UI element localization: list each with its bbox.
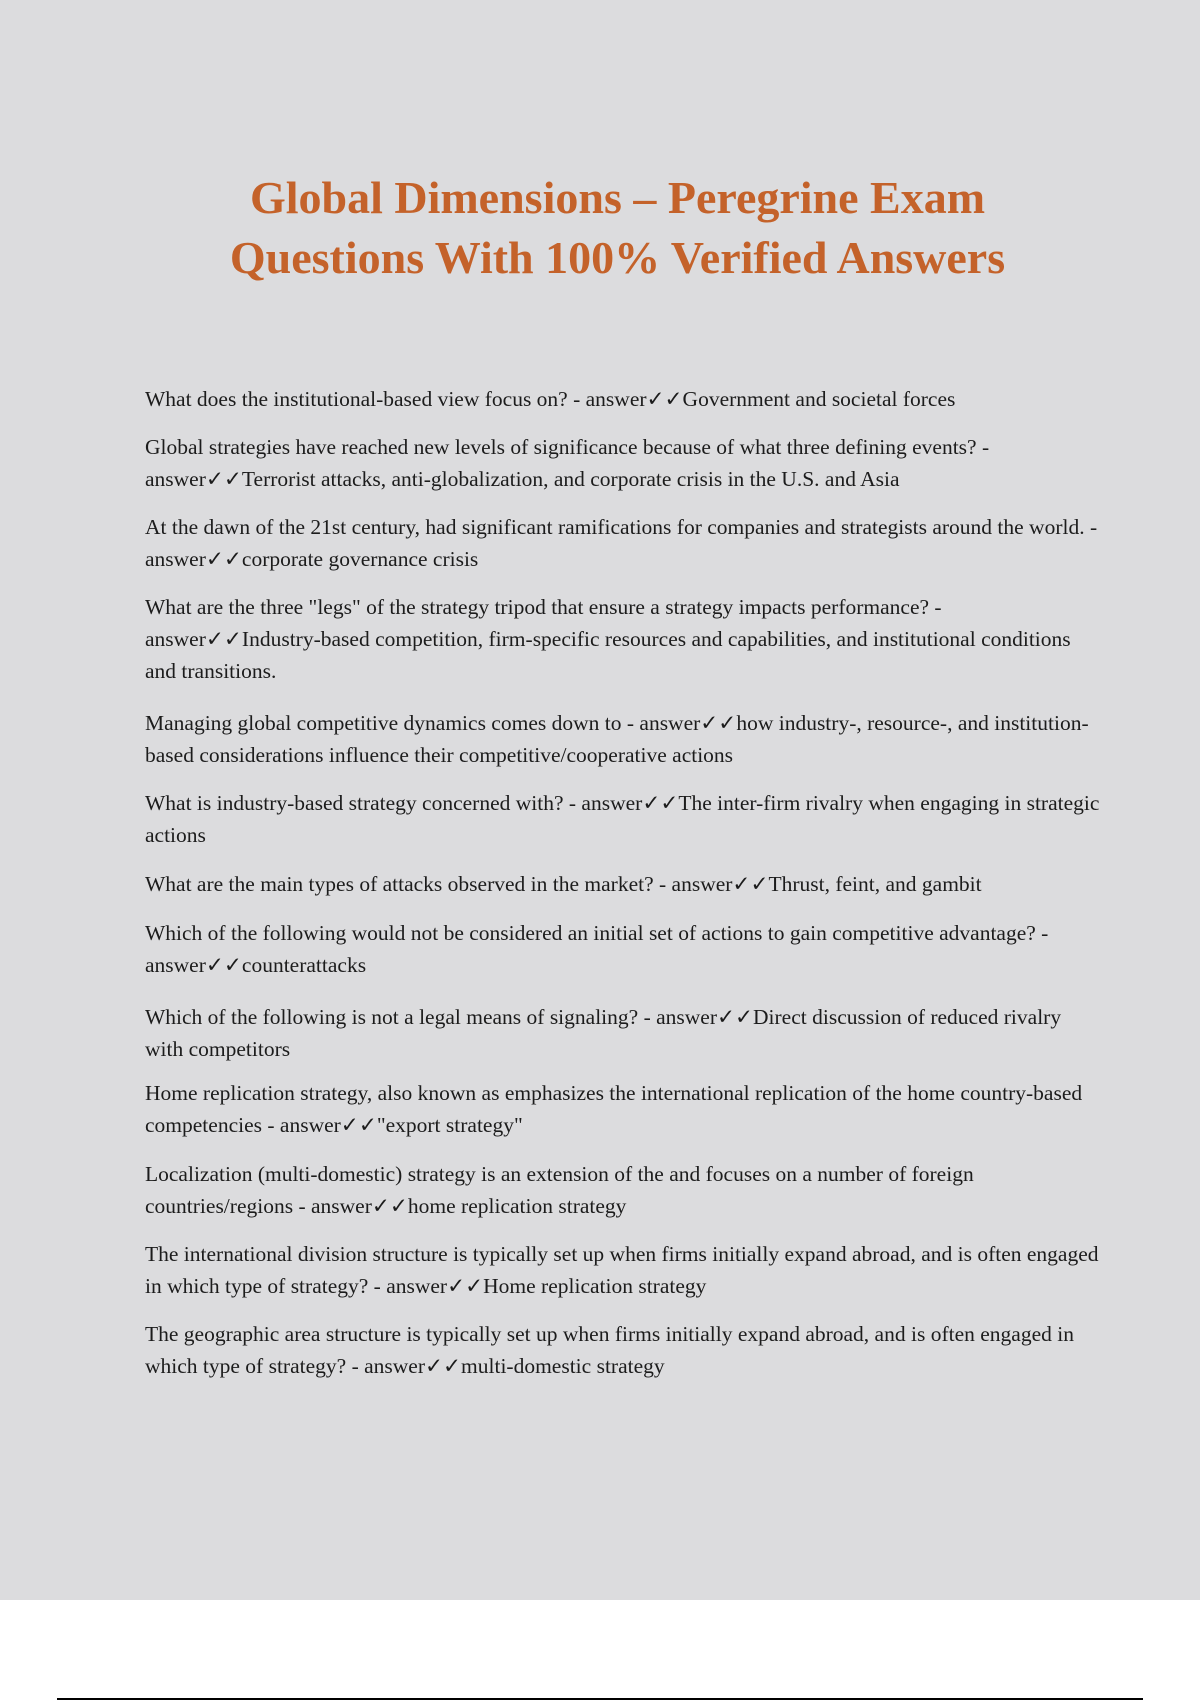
qa-item: What are the three "legs" of the strategy tripod that ensure a strategy impacts performance? - answer✓✓Industry-based competition, firm-specific resources and capabilities, and institutional conditions and transitions. (145, 595, 1071, 683)
qa-item: What are the main types of attacks observed in the market? - answer✓✓Thrust, feint, and gambit (145, 872, 982, 896)
qa-item: Global strategies have reached new levels of significance because of what three defining events? - answer✓✓Terrorist attacks, anti-globalization, and corporate crisis in the U.S. and Asia (145, 435, 990, 491)
qa-item: The international division structure is typically set up when firms initially expand abroad, and is often engaged in which type of strategy? - answer✓✓Home replication strategy (145, 1242, 1099, 1298)
qa-item: What is industry-based strategy concerned with? - answer✓✓The inter-firm rivalry when engaging in strategic actions (145, 791, 1100, 847)
qa-item: What does the institutional-based view focus on? - answer✓✓Government and societal forces (145, 387, 956, 411)
qa-item: Home replication strategy, also known as emphasizes the international replication of the home country-based competencies - answer✓✓"export strategy" (145, 1081, 1083, 1137)
title-line-2: Questions With 100% Verified Answers (229, 232, 1006, 283)
qa-item: Which of the following would not be considered an initial set of actions to gain competitive advantage? - answer✓✓counterattacks (145, 921, 1049, 977)
qa-item: Localization (multi-domestic) strategy is an extension of the and focuses on a number of foreign countries/regions - answer✓✓home replication strategy (145, 1162, 974, 1218)
qa-item: At the dawn of the 21st century, had significant ramifications for companies and strategists around the world. - answer✓✓corporate governance crisis (145, 515, 1098, 571)
qa-item: Which of the following is not a legal means of signaling? - answer✓✓Direct discussion of reduced rivalry with competitors (145, 1005, 1062, 1061)
page-title (120, 168, 1115, 288)
title-line-1: Global Dimensions – Peregrine Exam (249, 172, 986, 223)
qa-item: Managing global competitive dynamics comes down to - answer✓✓how industry-, resource-, and institution-based considerations influence their competitive/cooperative actions (145, 711, 1089, 767)
qa-item: The geographic area structure is typically set up when firms initially expand abroad, and is often engaged in which type of strategy? - answer✓✓multi-domestic strategy (145, 1322, 1074, 1378)
